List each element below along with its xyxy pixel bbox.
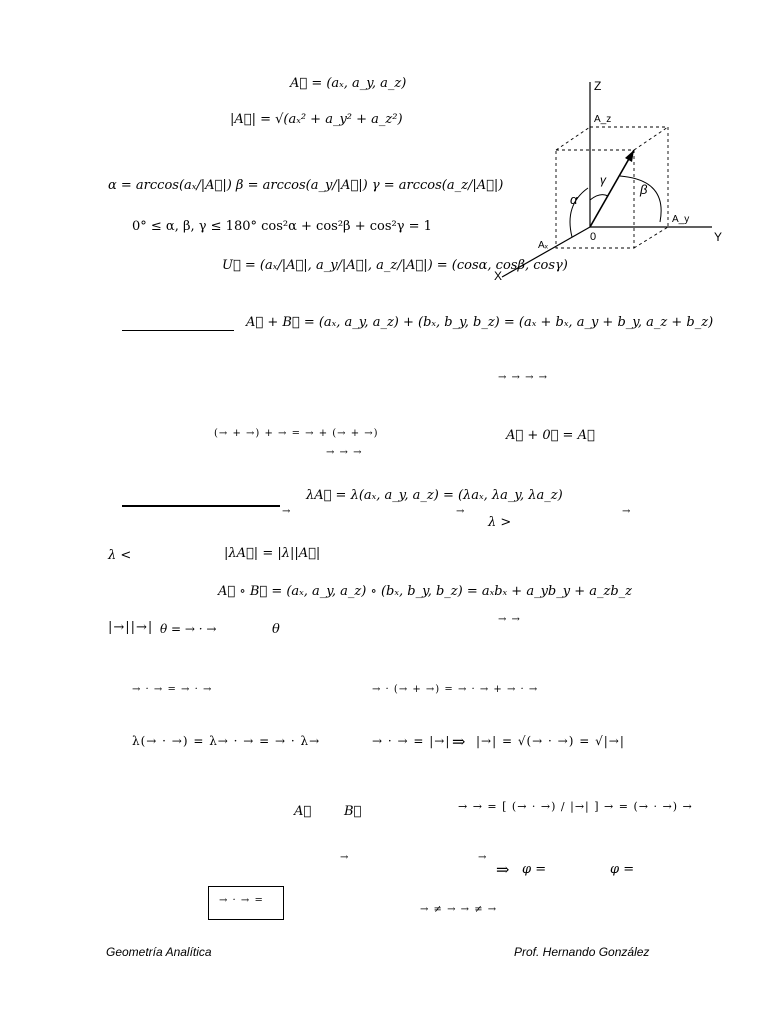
- phi-equation-2: φ =: [610, 862, 635, 877]
- lambda-greater: λ >: [488, 515, 512, 530]
- vector-axes-diagram: [480, 70, 730, 290]
- theta-equation: θ = → · →: [160, 622, 217, 636]
- phi-equation-1: φ =: [522, 862, 547, 877]
- vector-magnitude: |A⃗| = √(aₓ² + a_y² + a_z²): [230, 112, 403, 127]
- vector-a-arrowhead: [625, 150, 634, 162]
- scalar-associativity-fragment: λ(→ · →) = λ→ · → = → · λ→: [132, 734, 321, 748]
- implies-symbol-2: ⇒: [496, 860, 510, 879]
- associativity-arrows: → → →: [326, 447, 363, 458]
- blank-rule-scalar: [122, 505, 280, 507]
- x-axis-label: X: [494, 269, 503, 283]
- origin-label: 0: [590, 231, 597, 243]
- commutative-fragment: → · → = → · →: [132, 684, 213, 695]
- norm-root-fragment: |→| = √(→ · →) = √|→|: [476, 734, 625, 748]
- z-axis-label: Z: [594, 79, 602, 93]
- arrows-pair: → →: [498, 614, 521, 625]
- lone-arrow-3: →: [622, 506, 632, 517]
- vector-a-arrow: [590, 150, 634, 227]
- angle-range-identity: 0° ≤ α, β, γ ≤ 180° cos²α + cos²β + cos²γ = 1: [132, 219, 432, 234]
- vector-definition: A⃗ = (aₓ, a_y, a_z): [290, 76, 407, 91]
- arrows-row: → → → →: [498, 372, 549, 383]
- boxed-formula-text: → · → =: [219, 895, 264, 906]
- lone-arrow-4: →: [340, 852, 350, 863]
- blank-rule-sum: [122, 330, 234, 331]
- lone-arrow-2: →: [456, 506, 466, 517]
- unit-vector-formula: U⃗ = (aₓ/|A⃗|, a_y/|A⃗|, a_z/|A⃗|) = (cosα, cosβ, cosγ): [222, 258, 568, 273]
- dot-product-formula: A⃗ ∘ B⃗ = (aₓ, a_y, a_z) ∘ (bₓ, b_y, b_z) = aₓbₓ + a_yb_y + a_zb_z: [218, 584, 633, 599]
- az-label: A_z: [594, 114, 612, 125]
- alpha-label: α: [570, 192, 578, 207]
- beta-label: β: [640, 182, 648, 197]
- lone-arrow-1: →: [282, 506, 292, 517]
- footer-left: Geometría Analítica: [106, 945, 212, 959]
- not-equal-fragment: → ≠ → → ≠ →: [420, 904, 498, 915]
- boxed-formula: [208, 886, 284, 920]
- gamma-label: γ: [600, 173, 606, 187]
- label-vector-b: B⃗: [344, 804, 362, 819]
- distributive-fragment: → · (→ + →) = → · → + → · →: [372, 684, 539, 695]
- ay-label: A_y: [672, 214, 690, 225]
- zero-identity: A⃗ + 0⃗ = A⃗: [506, 428, 595, 443]
- vector-sum-formula: A⃗ + B⃗ = (aₓ, a_y, a_z) + (bₓ, b_y, b_z) = (aₓ + bₓ, a_y + b_y, a_z + b_z): [246, 315, 714, 330]
- lambda-less: λ <: [108, 548, 132, 563]
- y-axis-label: Y: [714, 230, 723, 244]
- associativity-fragment: (→ + →) + → = → + (→ + →): [214, 428, 379, 439]
- direction-angles-formula: α = arccos(aₓ/|A⃗|) β = arccos(a_y/|A⃗|) γ = arccos(a_z/|A⃗|): [108, 178, 504, 193]
- x-axis: [502, 227, 590, 277]
- theta-symbol: θ: [272, 622, 280, 637]
- scalar-magnitude: |λA⃗| = |λ||A⃗|: [224, 546, 321, 561]
- lone-arrow-5: →: [478, 852, 488, 863]
- norm-bars: |→||→|: [108, 620, 154, 635]
- label-vector-a: A⃗: [294, 804, 312, 819]
- footer-right: Prof. Hernando González: [514, 945, 650, 959]
- implies-symbol-1: ⇒: [452, 732, 466, 751]
- norm-square-fragment: → · → = |→|: [372, 734, 451, 748]
- scalar-multiplication: λA⃗ = λ(aₓ, a_y, a_z) = (λaₓ, λa_y, λa_z): [306, 488, 563, 503]
- ax-label: Aₓ: [538, 240, 548, 251]
- projection-fragment: → → = [ (→ · →) / |→| ] → = (→ · →) →: [458, 800, 693, 813]
